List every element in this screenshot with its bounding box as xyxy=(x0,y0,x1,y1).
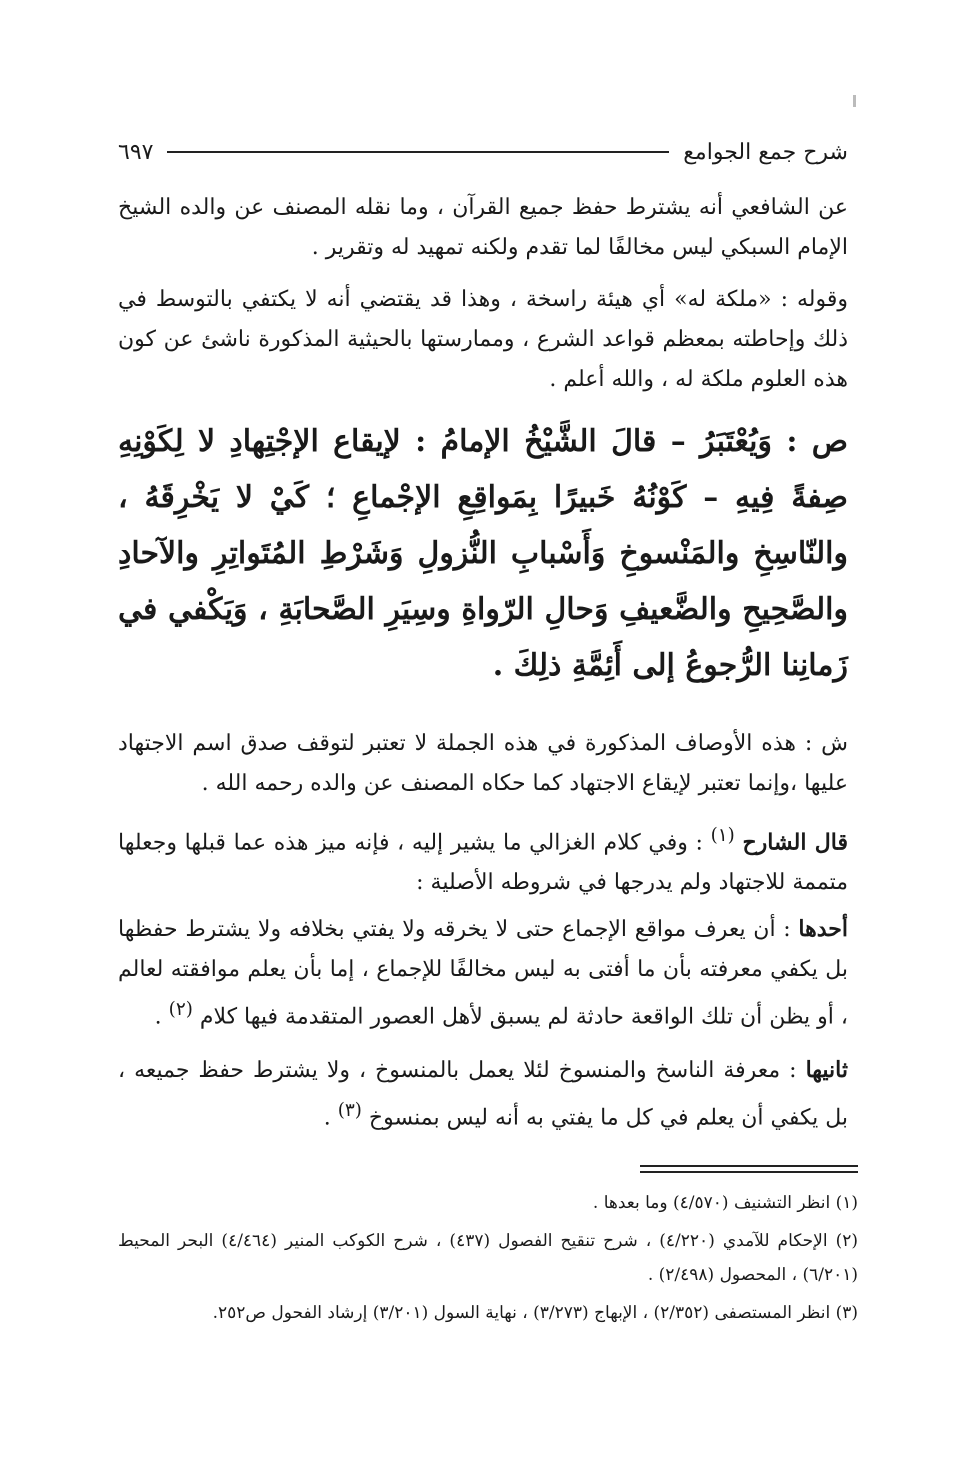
footnote-rule-bottom xyxy=(640,1171,858,1173)
paragraph-5-end: . xyxy=(154,1004,169,1030)
footnote-rule-top xyxy=(640,1165,858,1167)
footnote-1: (١) انظر التشنيف (٤/٥٧٠) وما بعدها . xyxy=(592,1193,858,1213)
paragraph-2: وقوله : «ملكة له» أي هيئة راسخة ، وهذا قد يقتضي أنه لا يكتفي بالتوسط في ذلك وإحاطته بمعظم قواعد الشرع ، وممارستها بالحيثية المذكورة ناشئ عن كون هذه العلوم ملكة له ، والله أعلم . xyxy=(118,287,848,392)
footnotes xyxy=(118,1186,858,1334)
paragraph-4-text: : وفي كلام الغزالي ما يشير إليه ، فإنه ميز هذه عما قبلها وجعلها متممة للاجتهاد ولم يدرجها في شروطه الأصلية : xyxy=(118,830,848,896)
paragraph-1: عن الشافعي أنه يشترط حفظ جميع القرآن ، وما نقله المصنف عن والده الشيخ الإمام السبكي ليس مخالفًا لما تقدم ولكنه تمهيد له وتقرير . xyxy=(118,195,848,260)
header-rule xyxy=(167,151,669,153)
footnote-ref-1[interactable]: (١) xyxy=(710,825,735,846)
paragraph-4 xyxy=(118,816,848,903)
footnote-ref-2[interactable]: (٢) xyxy=(168,999,193,1021)
paragraph-6 xyxy=(118,1050,848,1138)
matn-paragraph: ص : وَيُعْتَبَرُ – قالَ الشَّيْخُ الإمامُ : لإيقاع الإجْتِهادِ لا لِكَوْنِهِ صِفةً فِيهِ – كَوْنُهُ خَبيرًا بِمَواقِعِ الإجْماعِ ؛ كَيْ لا يَخْرِقَهُ ، والنّاسِخِ والمَنْسوخِ وَأَسْبابِ النُّزولِ وَشَرْطِ المُتَواتِرِ والآحادِ والصَّحِيحِ والضَّعيفِ وَحالِ الرّواةِ وسِيَرِ الصَّحابَةِ ، وَيَكْفي في زَمانِنا الرُّجوعُ إلى أَئِمَّةِ ذلِكَ . xyxy=(118,424,848,683)
paragraph-3: ش : هذه الأوصاف المذكورة في هذه الجملة لا تعتبر لتوقف صدق اسم الاجتهاد عليها ،وإنما تعتبر لإيقاع الاجتهاد كما حكاه المصنف عن والده رحمه الله . xyxy=(118,731,848,796)
page-number: ٦٩٧ xyxy=(118,139,154,165)
footnote-separator xyxy=(640,1165,858,1177)
paragraph-4-lead: قال الشارح xyxy=(742,829,848,856)
paragraph-5 xyxy=(118,909,848,1037)
footnote-2: (٢) الإحكام للآمدي (٤/٢٢٠) ، شرح تنقيح الفصول (٤٣٧) ، شرح الكوكب المنير (٤/٤٦٤) البحر المحيط (٦/٢٠١) ، المحصول (٢/٤٩٨) . xyxy=(118,1231,859,1285)
scan-speck xyxy=(853,95,856,107)
footnote-ref-3[interactable]: (٣) xyxy=(337,1099,362,1121)
footnote-3: (٣) انظر المستصفى (٢/٣٥٢) ، الإبهاج (٣/٢٧٣) ، نهاية السول (٣/٢٠١) إرشاد الفحول ص٢٥٢. xyxy=(212,1303,858,1323)
paragraph-5-lead: أحدها xyxy=(798,916,848,943)
paragraph-6-text: : معرفة الناسخ والمنسوخ لئلا يعمل بالمنسوخ ، ولا يشترط حفظ جميعه ، بل يكفي أن يعلم في كل ما يفتي به أنه ليس بمنسوخ xyxy=(118,1057,848,1130)
paragraph-6-lead: ثانيها xyxy=(805,1056,848,1083)
paragraph-6-end: . xyxy=(323,1104,338,1130)
paragraph-5-text: : أن يعرف مواقع الإجماع حتى لا يخرقه ولا يفتي بخلافه ولا يشترط حفظها بل يكفي معرفته بأن ما أفتى به ليس مخالفًا للإجماع ، إما بأن يعلم موافقته لعالم ، أو يظن أن تلك الواقعة حادثة لم يسبق لأهل العصور المتقدمة فيها كلام xyxy=(118,917,848,1030)
running-header xyxy=(118,132,848,172)
header-title: شرح جمع الجوامع xyxy=(683,139,848,165)
body-text xyxy=(118,188,848,1150)
